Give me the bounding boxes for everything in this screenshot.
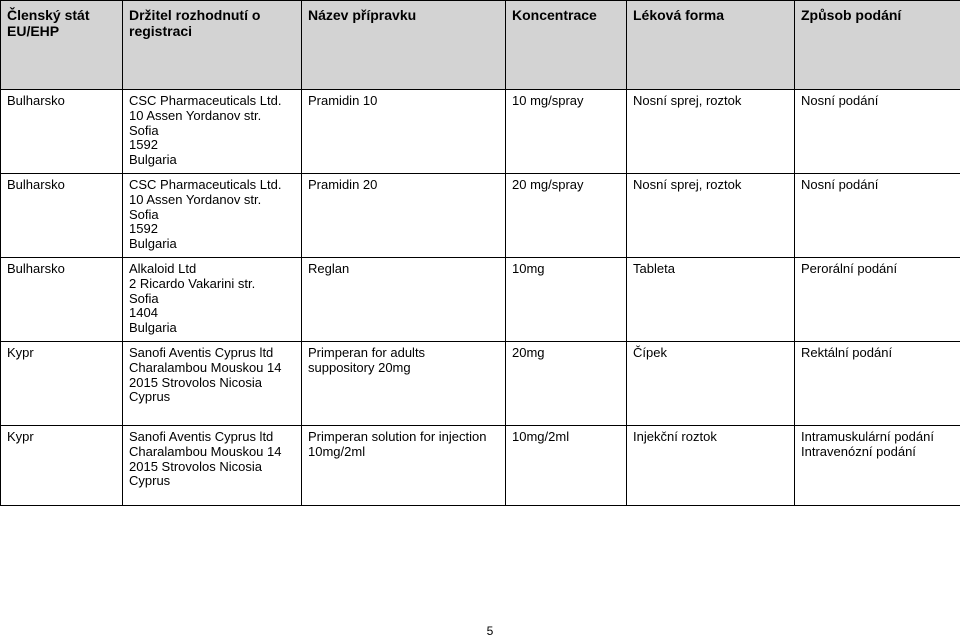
form-value: Nosní sprej, roztok xyxy=(633,178,789,193)
holder-line: Cyprus xyxy=(129,474,296,489)
header-form xyxy=(627,1,795,90)
cell-route xyxy=(795,90,960,174)
cell-strength xyxy=(506,258,627,342)
cell-holder xyxy=(123,90,302,174)
cell-holder xyxy=(123,426,302,506)
cell-form xyxy=(627,426,795,506)
holder-line: 1404 xyxy=(129,306,296,321)
header-holder-line-1: Držitel rozhodnutí o xyxy=(129,7,296,23)
header-holder-line-2: registraci xyxy=(129,23,296,39)
member-state-value: Bulharsko xyxy=(7,262,117,277)
holder-line: Bulgaria xyxy=(129,321,296,336)
form-value: Tableta xyxy=(633,262,789,277)
member-state-value: Kypr xyxy=(7,346,117,361)
cell-route xyxy=(795,174,960,258)
cell-strength xyxy=(506,426,627,506)
table-row xyxy=(1,90,960,174)
product-name-line: Pramidin 20 xyxy=(308,178,500,193)
holder-line: Sanofi Aventis Cyprus ltd xyxy=(129,346,296,361)
cell-member-state xyxy=(1,426,123,506)
holder-line: Sofia xyxy=(129,292,296,307)
strength-value: 10mg/2ml xyxy=(512,430,621,445)
holder-line: Alkaloid Ltd xyxy=(129,262,296,277)
cell-product-name xyxy=(302,426,506,506)
member-state-value: Kypr xyxy=(7,430,117,445)
header-member-state-line-1: Členský stát xyxy=(7,7,117,23)
cell-member-state xyxy=(1,174,123,258)
holder-line: CSC Pharmaceuticals Ltd. xyxy=(129,178,296,193)
product-name-line: Primperan solution for injection xyxy=(308,430,500,445)
form-value: Injekční roztok xyxy=(633,430,789,445)
holder-line: Cyprus xyxy=(129,390,296,405)
holder-line: Bulgaria xyxy=(129,237,296,252)
cell-holder xyxy=(123,342,302,426)
route-line: Intramuskulární podání xyxy=(801,430,955,445)
cell-member-state xyxy=(1,90,123,174)
holder-line: 1592 xyxy=(129,222,296,237)
header-strength xyxy=(506,1,627,90)
member-state-value: Bulharsko xyxy=(7,94,117,109)
strength-value: 20 mg/spray xyxy=(512,178,621,193)
form-value: Nosní sprej, roztok xyxy=(633,94,789,109)
cell-member-state xyxy=(1,342,123,426)
page-number: 5 xyxy=(0,624,960,638)
header-member-state xyxy=(1,1,123,90)
cell-form xyxy=(627,174,795,258)
product-name-line: Pramidin 10 xyxy=(308,94,500,109)
header-holder xyxy=(123,1,302,90)
holder-line: Sanofi Aventis Cyprus ltd xyxy=(129,430,296,445)
route-line: Rektální podání xyxy=(801,346,955,361)
cell-form xyxy=(627,258,795,342)
cell-route xyxy=(795,258,960,342)
route-line: Nosní podání xyxy=(801,94,955,109)
holder-line: 1592 xyxy=(129,138,296,153)
product-name-line: 10mg/2ml xyxy=(308,445,500,460)
product-name-line: suppository 20mg xyxy=(308,361,500,376)
cell-route xyxy=(795,342,960,426)
cell-strength xyxy=(506,90,627,174)
header-route xyxy=(795,1,960,90)
holder-line: 2015 Strovolos Nicosia xyxy=(129,376,296,391)
holder-line: 2015 Strovolos Nicosia xyxy=(129,460,296,475)
cell-product-name xyxy=(302,90,506,174)
cell-product-name xyxy=(302,174,506,258)
cell-form xyxy=(627,342,795,426)
header-route-text: Způsob podání xyxy=(801,7,955,23)
holder-line: 10 Assen Yordanov str. xyxy=(129,109,296,124)
holder-line: CSC Pharmaceuticals Ltd. xyxy=(129,94,296,109)
route-line: Intravenózní podání xyxy=(801,445,955,460)
holder-line: Charalambou Mouskou 14 xyxy=(129,445,296,460)
holder-line: Charalambou Mouskou 14 xyxy=(129,361,296,376)
table-row xyxy=(1,426,960,506)
route-line: Perorální podání xyxy=(801,262,955,277)
header-product-name-text: Název přípravku xyxy=(308,7,500,23)
cell-member-state xyxy=(1,258,123,342)
strength-value: 20mg xyxy=(512,346,621,361)
table-row xyxy=(1,258,960,342)
product-name-line: Primperan for adults xyxy=(308,346,500,361)
header-member-state-line-2: EU/EHP xyxy=(7,23,117,39)
table-header-row xyxy=(1,1,960,90)
table-row xyxy=(1,342,960,426)
cell-holder xyxy=(123,258,302,342)
cell-strength xyxy=(506,342,627,426)
cell-holder xyxy=(123,174,302,258)
strength-value: 10mg xyxy=(512,262,621,277)
table-row xyxy=(1,174,960,258)
product-name-line: Reglan xyxy=(308,262,500,277)
header-strength-text: Koncentrace xyxy=(512,7,621,23)
holder-line: 10 Assen Yordanov str. xyxy=(129,193,296,208)
holder-line: Sofia xyxy=(129,208,296,223)
form-value: Čípek xyxy=(633,346,789,361)
cell-form xyxy=(627,90,795,174)
holder-line: Sofia xyxy=(129,124,296,139)
holder-line: 2 Ricardo Vakarini str. xyxy=(129,277,296,292)
holder-line: Bulgaria xyxy=(129,153,296,168)
cell-route xyxy=(795,426,960,506)
member-state-value: Bulharsko xyxy=(7,178,117,193)
cell-product-name xyxy=(302,258,506,342)
route-line: Nosní podání xyxy=(801,178,955,193)
header-form-text: Léková forma xyxy=(633,7,789,23)
cell-product-name xyxy=(302,342,506,426)
strength-value: 10 mg/spray xyxy=(512,94,621,109)
cell-strength xyxy=(506,174,627,258)
header-product-name xyxy=(302,1,506,90)
